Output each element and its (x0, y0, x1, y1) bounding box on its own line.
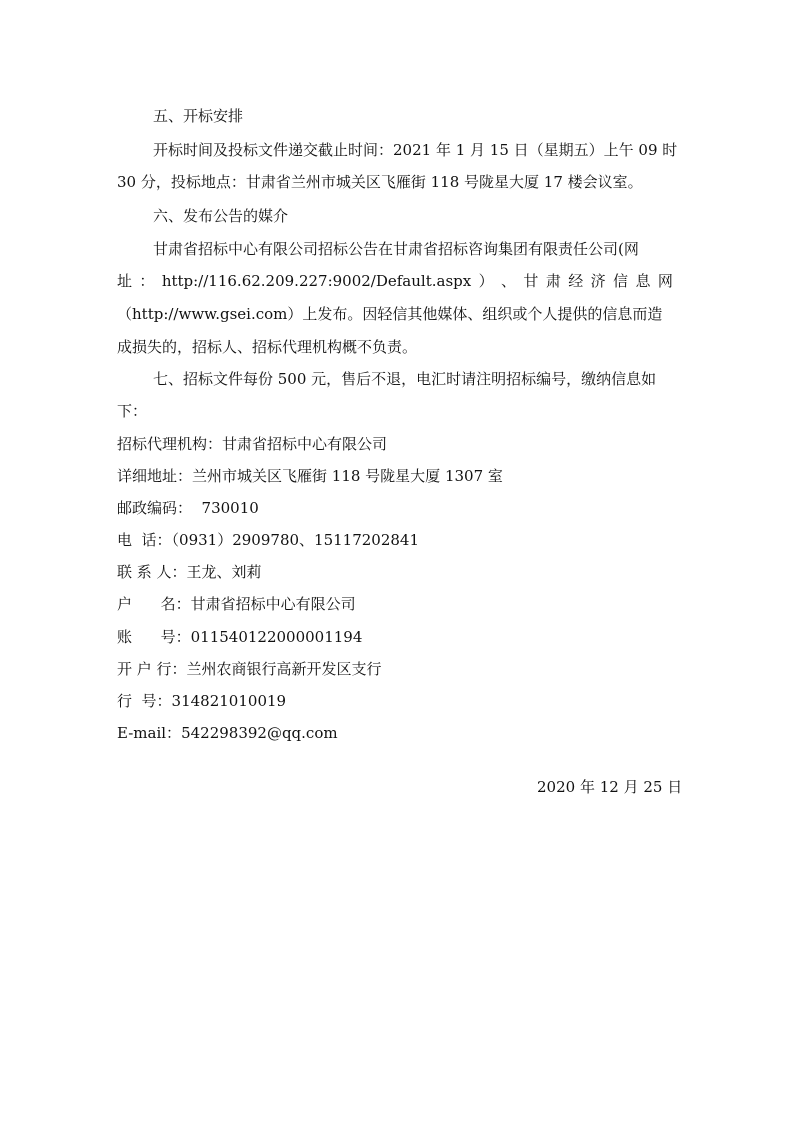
field-label: 行 号： (117, 692, 172, 710)
field-value: 甘肃省招标中心有限公司 (190, 595, 356, 613)
text-segment: ： (139, 272, 155, 290)
section-6-paragraph-line-2 (117, 271, 673, 291)
text-segment: 址 (117, 272, 133, 290)
text-segment: 济 (590, 272, 606, 290)
section-5-heading: 五、开标安排 (153, 107, 244, 125)
contact-row-bank (117, 659, 382, 679)
contact-row-bank-number (117, 691, 286, 711)
text-segment: ） (478, 272, 494, 290)
field-value: 兰州农商银行高新开发区支行 (186, 660, 382, 678)
contact-row-address (117, 466, 503, 486)
section-5-paragraph-line-2: 30 分，投标地点：甘肃省兰州市城关区飞雁街 118 号陇星大厦 17 楼会议室。 (117, 173, 643, 191)
field-label: 详细地址： (117, 467, 193, 485)
contact-row-postcode (117, 498, 259, 518)
field-label: 电 话： (117, 531, 172, 549)
field-label: 账 号： (117, 628, 191, 646)
section-7-paragraph-line-2: 下： (117, 402, 148, 420)
contact-row-account-name (117, 594, 356, 614)
field-value: 542298392@qq.com (181, 724, 338, 742)
field-value: 王龙、刘莉 (186, 563, 262, 581)
field-label: 开 户 行： (117, 660, 187, 678)
section-6-heading: 六、发布公告的媒介 (153, 207, 289, 225)
field-value: 730010 (192, 499, 259, 517)
section-7-paragraph-line-1: 七、招标文件每份 500 元，售后不退，电汇时请注明招标编号，缴纳信息如 (153, 370, 657, 388)
contact-row-account-number (117, 627, 362, 647)
contact-row-contact-person (117, 562, 262, 582)
field-value: 兰州市城关区飞雁街 118 号陇星大厦 1307 室 (192, 467, 503, 485)
section-6-paragraph-line-3: （http://www.gsei.com）上发布。因轻信其他媒体、组织或个人提供的信息而造 (117, 305, 663, 323)
text-segment: 网 (657, 272, 673, 290)
field-value: 314821010019 (171, 692, 287, 710)
website-link-text: http://116.62.209.227:9002/Default.aspx (161, 272, 472, 290)
field-value: 甘肃省招标中心有限公司 (222, 435, 388, 453)
field-label: 户 名： (117, 595, 191, 613)
field-label: 联 系 人： (117, 563, 187, 581)
field-value: 011540122000001194 (190, 628, 363, 646)
field-label: E-mail： (117, 724, 182, 742)
field-value: （0931）2909780、15117202841 (171, 531, 420, 549)
section-5-paragraph-line-1: 开标时间及投标文件递交截止时间：2021 年 1 月 15 日（星期五）上午 09 时 (153, 141, 678, 159)
text-segment: 息 (635, 272, 651, 290)
field-label: 招标代理机构： (117, 435, 223, 453)
contact-row-agency (117, 434, 387, 454)
text-segment: 经 (568, 272, 584, 290)
text-segment: 肃 (545, 272, 561, 290)
contact-row-email (117, 723, 338, 743)
text-segment: 、 (501, 272, 517, 290)
section-6-paragraph-line-4: 成损失的，招标人、招标代理机构概不负责。 (117, 338, 418, 356)
text-segment: 信 (613, 272, 629, 290)
field-label: 邮政编码： (117, 499, 193, 517)
contact-row-phone (117, 530, 419, 550)
text-segment: 甘 (523, 272, 539, 290)
document-date: 2020 年 12 月 25 日 (537, 778, 683, 796)
section-6-paragraph-line-1: 甘肃省招标中心有限公司招标公告在甘肃省招标咨询集团有限责任公司(网 (153, 240, 639, 258)
